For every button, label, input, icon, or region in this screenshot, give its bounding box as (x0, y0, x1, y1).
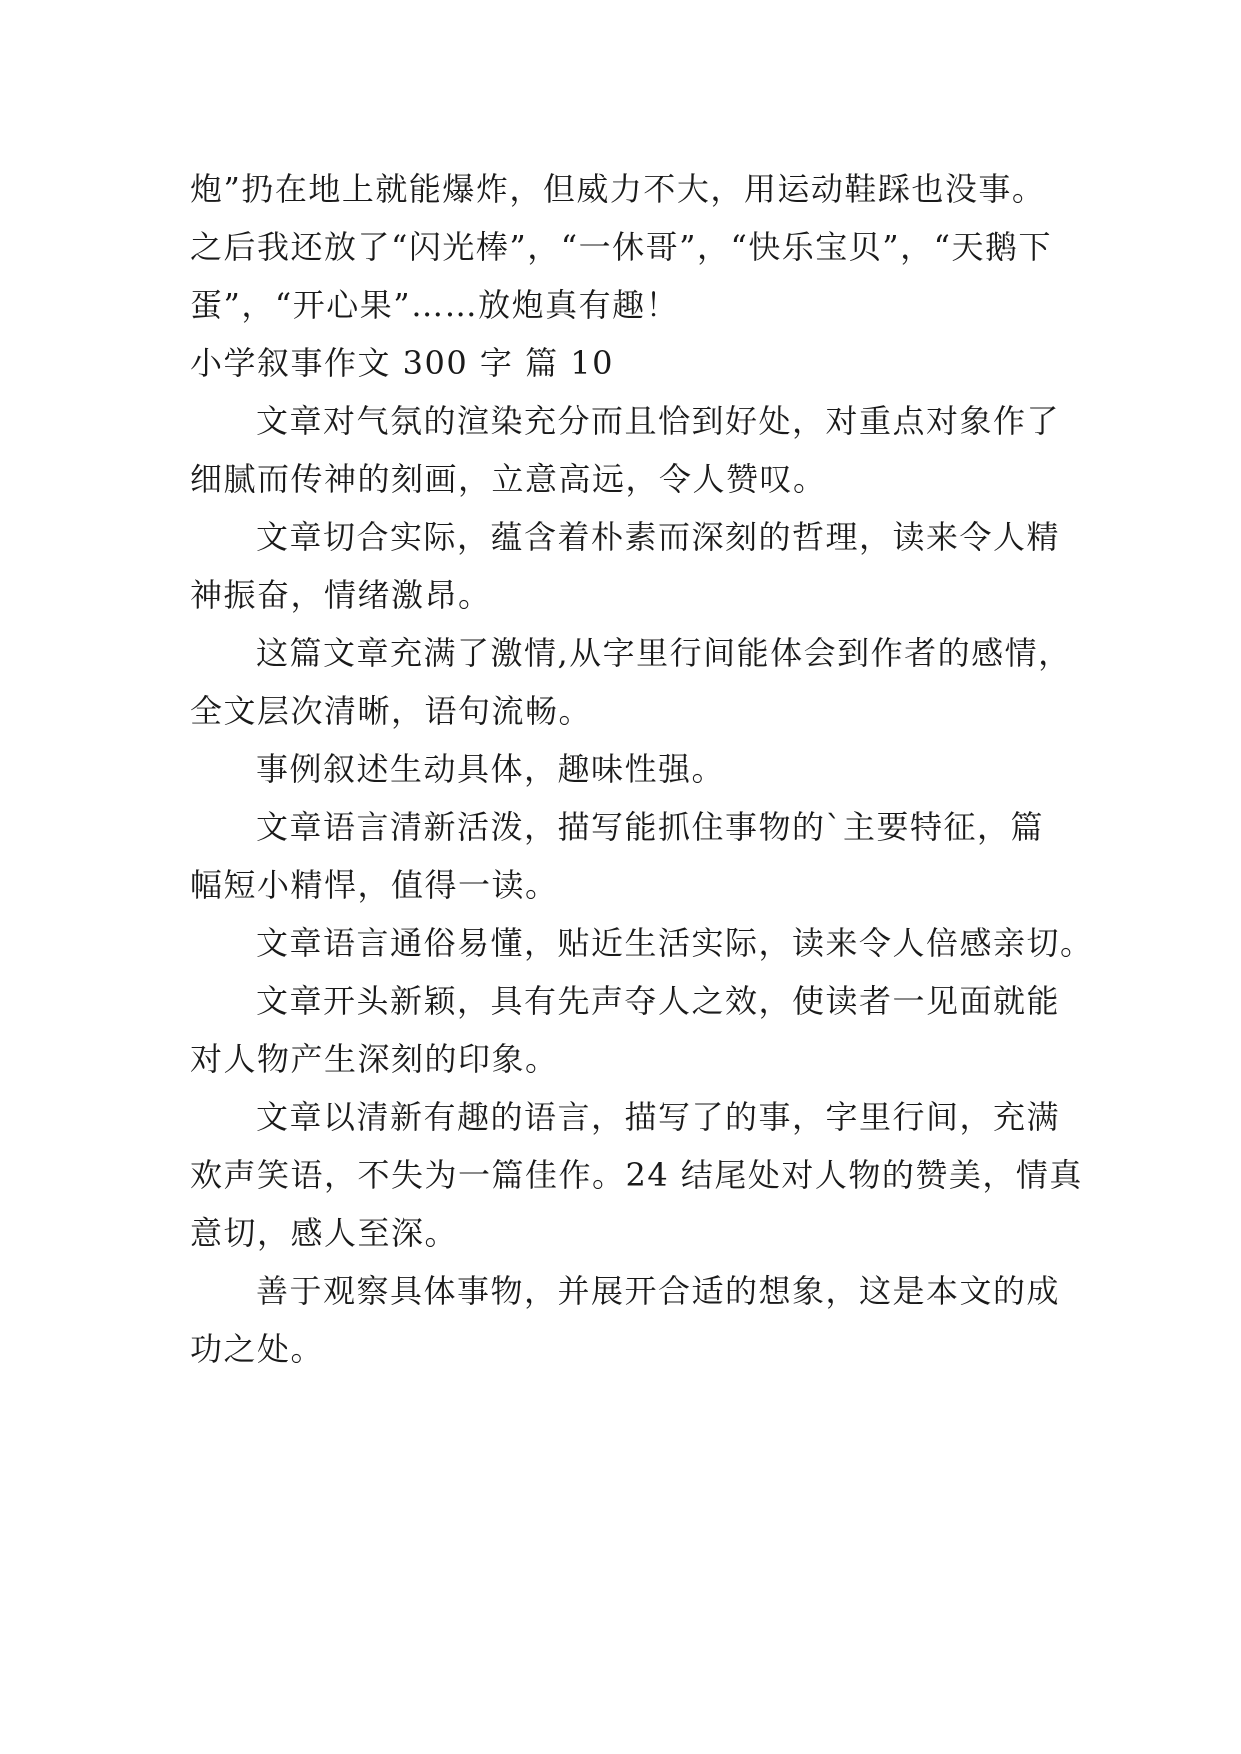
paragraph-line: 文章语言清新活泼，描写能抓住事物的`主要特征，篇 (256, 808, 1045, 846)
paragraph-line: 幅短小精悍，值得一读。 (190, 866, 559, 904)
paragraph-line: 文章切合实际，蕴含着朴素而深刻的哲理，读来令人精 (256, 518, 1061, 556)
paragraph-line: 欢声笑语，不失为一篇佳作。24 结尾处对人物的赞美，情真 (190, 1156, 1083, 1194)
text-line: 炮”扔在地上就能爆炸，但威力不大，用运动鞋踩也没事。 (190, 170, 1046, 208)
paragraph-line: 文章语言通俗易懂，贴近生活实际，读来令人倍感亲切。 (256, 924, 1094, 962)
paragraph-line: 事例叙述生动具体，趣味性强。 (256, 750, 726, 788)
paragraph-line: 文章对气氛的渲染充分而且恰到好处，对重点对象作了 (256, 402, 1061, 440)
text-line: 之后我还放了“闪光棒”，“一休哥”，“快乐宝贝”，“天鹅下 (190, 228, 1053, 266)
paragraph-line: 文章开头新颖，具有先声夺人之效，使读者一见面就能 (256, 982, 1061, 1020)
paragraph-line: 细腻而传神的刻画，立意高远，令人赞叹。 (190, 460, 827, 498)
paragraph-line: 全文层次清晰，语句流畅。 (190, 692, 593, 730)
paragraph-line: 文章以清新有趣的语言，描写了的事，字里行间，充满 (256, 1098, 1061, 1136)
paragraph-line: 意切，感人至深。 (190, 1214, 459, 1252)
paragraph-line: 神振奋，情绪激昂。 (190, 576, 492, 614)
section-heading: 小学叙事作文 300 字 篇 10 (190, 344, 614, 382)
document-body (190, 160, 1094, 1378)
text-line: 蛋”，“开心果”……放炮真有趣！ (190, 286, 680, 324)
paragraph-line: 功之处。 (190, 1330, 325, 1368)
paragraph-line: 善于观察具体事物，并展开合适的想象，这是本文的成 (256, 1272, 1061, 1310)
paragraph-line: 对人物产生深刻的印象。 (190, 1040, 559, 1078)
paragraph-line: 这篇文章充满了激情,从字里行间能体会到作者的感情， (256, 634, 1072, 672)
